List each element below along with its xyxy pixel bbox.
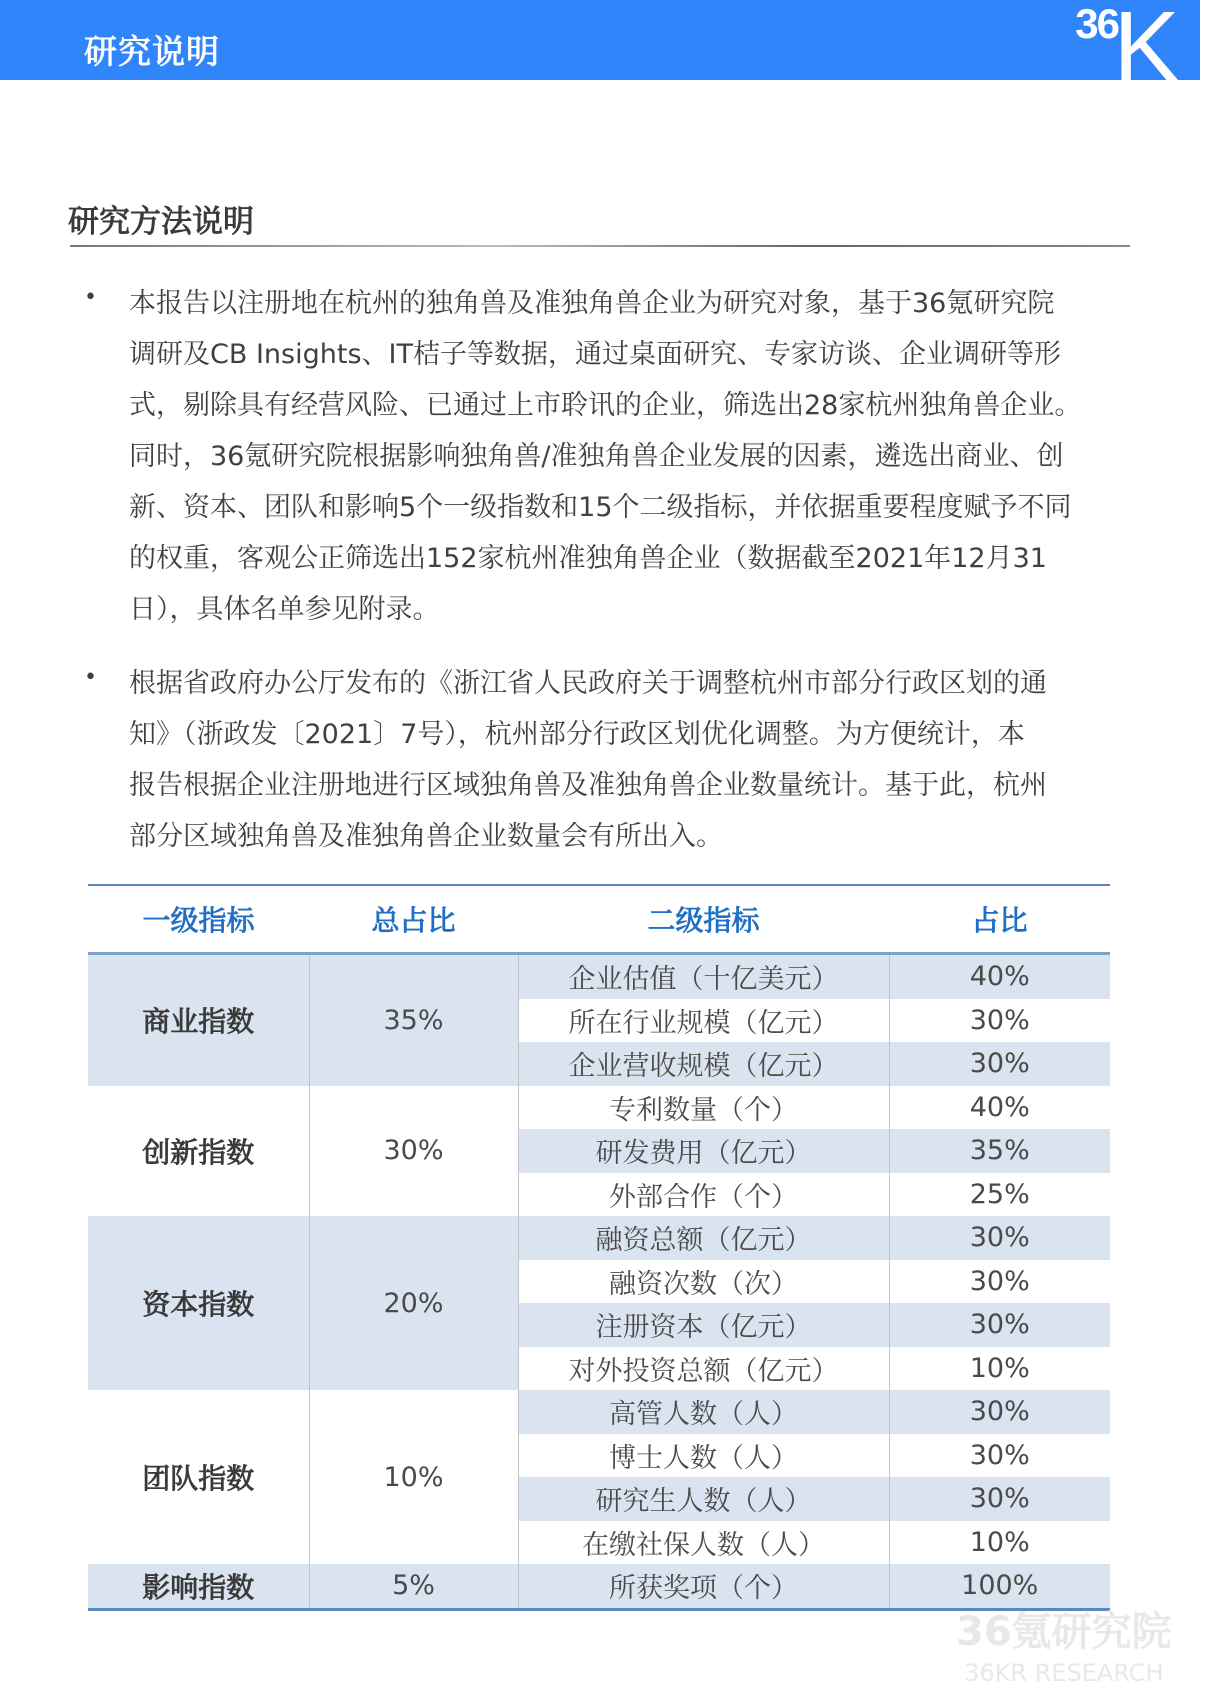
level2-indicator: 企业营收规模（亿元） [518, 1042, 889, 1086]
table-row [88, 1216, 1110, 1260]
total-weight: 10% [309, 1390, 518, 1564]
level1-index: 创新指数 [88, 1086, 309, 1217]
indicator-weight: 30% [889, 1477, 1110, 1521]
level2-indicator: 研发费用（亿元） [518, 1129, 889, 1173]
bullet-icon: • [84, 285, 97, 310]
header-level2: 二级指标 [518, 885, 889, 954]
level2-indicator: 在缴社保人数（人） [518, 1521, 889, 1565]
level2-indicator: 外部合作（个） [518, 1173, 889, 1217]
header-title: 研究说明 [84, 32, 220, 71]
level2-indicator: 融资次数（次） [518, 1260, 889, 1304]
level2-indicator: 所在行业规模（亿元） [518, 999, 889, 1043]
level2-indicator: 融资总额（亿元） [518, 1216, 889, 1260]
paragraph-line: 报告根据企业注册地进行区域独角兽及准独角兽企业数量统计。基于此，杭州 [129, 770, 1047, 801]
level2-indicator: 研究生人数（人） [518, 1477, 889, 1521]
paragraph-line: 日），具体名单参见附录。 [129, 594, 440, 625]
level2-indicator: 企业估值（十亿美元） [518, 954, 889, 999]
indicator-weight: 40% [969, 1091, 1030, 1123]
paragraph-district-note [129, 658, 1149, 862]
paragraph-line: 知》（浙政发〔2021〕7号），杭州部分行政区划优化调整。为方便统计，本 [129, 719, 1025, 750]
page-header: 研究说明 36 K r [0, 0, 1200, 80]
level1-index: 资本指数 [88, 1216, 309, 1390]
indicator-weight: 25% [969, 1178, 1030, 1210]
header-level1: 一级指标 [88, 885, 309, 954]
level2-indicator: 高管人数（人） [518, 1390, 889, 1434]
level1-index: 团队指数 [88, 1390, 309, 1564]
indicator-weight: 30% [969, 1439, 1030, 1471]
table-row [88, 954, 1110, 999]
paragraph-line: 部分区域独角兽及准独角兽企业数量会有所出入。 [129, 821, 723, 852]
indicator-weight: 30% [889, 1216, 1110, 1260]
indicator-weight: 30% [969, 1004, 1030, 1036]
bullet-icon: • [84, 665, 97, 690]
level2-indicator: 专利数量（个） [518, 1086, 889, 1130]
level1-index: 影响指数 [88, 1564, 309, 1609]
table-row [88, 1086, 1110, 1130]
paragraph-line: 新、资本、团队和影响5个一级指数和15个二级指标，并依据重要程度赋予不同 [129, 492, 1072, 523]
paragraph-line: 调研及CB Insights、IT桔子等数据，通过桌面研究、专家访谈、企业调研等形 [129, 339, 1061, 370]
total-weight: 5% [309, 1564, 518, 1609]
indicator-weight: 10% [969, 1352, 1030, 1384]
section-title: 研究方法说明 [68, 204, 254, 240]
header-total: 总占比 [309, 885, 518, 954]
paragraph-methodology [129, 278, 1149, 635]
paragraph-line: 根据省政府办公厅发布的《浙江省人民政府关于调整杭州市部分行政区划的通 [129, 668, 1047, 699]
section-divider [70, 245, 1130, 247]
level2-indicator: 注册资本（亿元） [518, 1303, 889, 1347]
index-weight-table [88, 884, 1110, 1611]
level2-indicator: 所获奖项（个） [518, 1564, 889, 1609]
indicator-weight: 30% [889, 1303, 1110, 1347]
indicator-weight: 30% [889, 1390, 1110, 1434]
table-row [88, 1390, 1110, 1434]
header-ratio: 占比 [889, 885, 1110, 954]
level2-indicator: 对外投资总额（亿元） [518, 1347, 889, 1391]
indicator-weight: 30% [889, 1042, 1110, 1086]
total-weight: 30% [309, 1086, 518, 1217]
level1-index: 商业指数 [88, 954, 309, 1086]
indicator-weight: 30% [969, 1265, 1030, 1297]
paragraph-line: 的权重，客观公正筛选出152家杭州准独角兽企业（数据截至2021年12月31 [129, 543, 1047, 574]
total-weight: 20% [309, 1216, 518, 1390]
indicator-weight: 100% [889, 1564, 1110, 1609]
paragraph-line: 本报告以注册地在杭州的独角兽及准独角兽企业为研究对象，基于36氪研究院 [129, 288, 1055, 319]
level2-indicator: 博士人数（人） [518, 1434, 889, 1478]
indicator-weight: 35% [889, 1129, 1110, 1173]
paragraph-line: 式，剔除具有经营风险、已通过上市聆讯的企业，筛选出28家杭州独角兽企业。 [129, 390, 1082, 421]
watermark: 36氪研究院 36KR RESEARCH [956, 1609, 1172, 1687]
paragraph-line: 同时，36氪研究院根据影响独角兽/准独角兽企业发展的因素，遴选出商业、创 [129, 441, 1064, 472]
indicator-weight: 10% [969, 1526, 1030, 1558]
total-weight: 35% [309, 954, 518, 1086]
indicator-weight: 40% [889, 954, 1110, 999]
